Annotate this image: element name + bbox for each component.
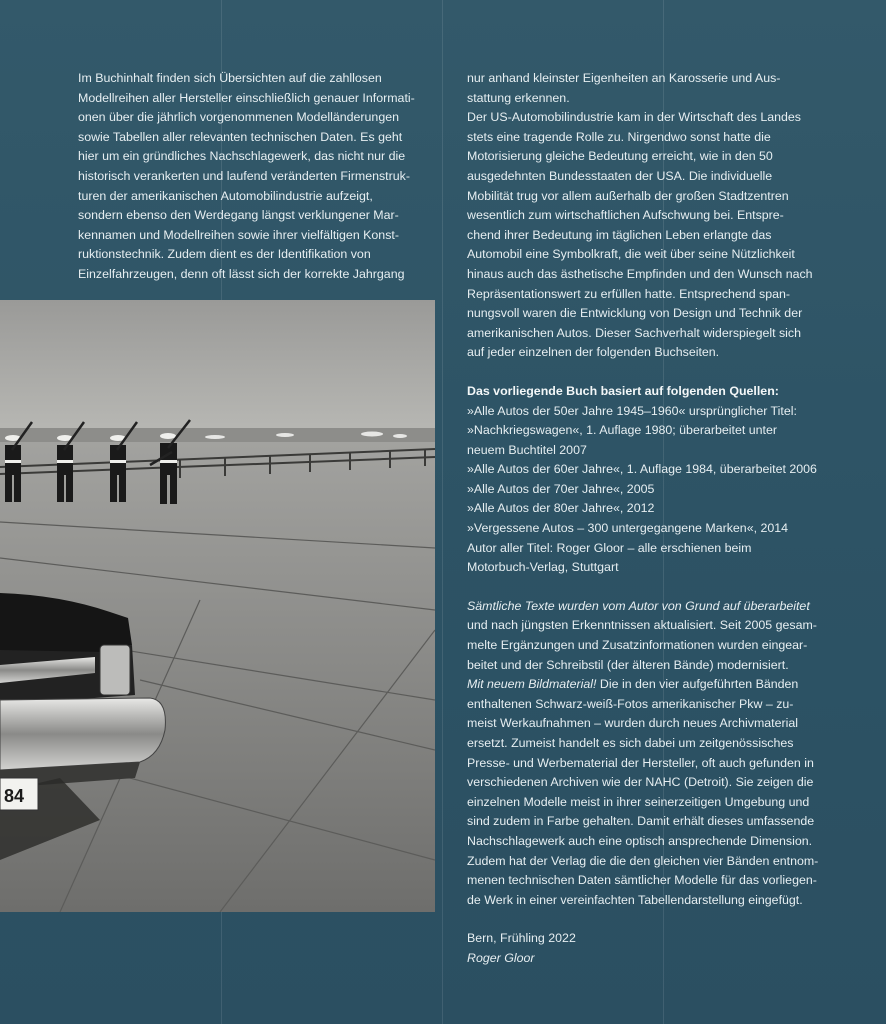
text-line: Presse- und Werbematerial der Hersteller, oft auch gefunden in: [467, 755, 814, 770]
text-line: hier um ein gründliches Nachschlagewerk, das nicht nur die: [78, 149, 406, 164]
text-line: amerikanischen Autos. Dieser Sachverhalt widerspiegelt sich: [467, 325, 802, 340]
text-line: turen der amerikanischen Automobilindustrie aufzeigt,: [78, 188, 373, 203]
text-line: Autor aller Titel: Roger Gloor – alle erschienen beim: [467, 540, 752, 555]
text-line: de Werk in einer vereinfachten Tabellendarstellung eingefügt.: [467, 892, 803, 907]
text-line: melte Ergänzungen und Zusatzinformationen wurden eingear-: [467, 638, 808, 653]
text-line: »Alle Autos der 70er Jahre«, 2005: [467, 481, 655, 496]
sources-heading: Das vorliegende Buch basiert auf folgenden Quellen:: [467, 383, 779, 398]
author-name: Roger Gloor: [467, 950, 535, 965]
right-text-column: [467, 69, 832, 969]
text-line: chend ihrer Bedeutung im täglichen Leben erlangte das: [467, 227, 772, 242]
image-note-italic: Mit neuem Bildmaterial!: [467, 677, 597, 692]
sources-section: [467, 382, 832, 578]
text-line: kennamen und Modellreihen sowie ihrer vielfältigen Konst-: [78, 227, 399, 242]
revision-paragraph: [467, 597, 832, 911]
plate-number: 84: [4, 786, 25, 806]
text-line: hinaus auch das ästhetische Empfinden und den Wunsch nach: [467, 266, 813, 281]
left-text-column: [78, 69, 430, 285]
text-line: Nachschlagewerk auch eine optisch ansprechende Dimension.: [467, 833, 813, 848]
text-line: »Alle Autos der 50er Jahre 1945–1960« ursprünglicher Titel:: [467, 403, 797, 418]
text-line: onen über die jährlich vorgenommenen Modelländerungen: [78, 110, 399, 125]
text-line: menen technischen Daten sämtlicher Modelle für das vorliegen-: [467, 873, 817, 888]
text-line: einzelnen Modelle meist in ihrer seinerzeitigen Umgebung und: [467, 794, 810, 809]
text-line: »Alle Autos der 60er Jahre«, 1. Auflage 1984, überarbeitet 2006: [467, 462, 817, 477]
text-line: sind zudem in Farbe gehalten. Damit erhält dieses umfassende: [467, 814, 815, 829]
text-line: ausgedehnten Bundesstaaten der USA. Die individuelle: [467, 168, 773, 183]
signature-block: [467, 929, 832, 968]
archive-photo: [0, 300, 435, 912]
text-line: ruktionstechnik. Zudem dient es der Identifikation von: [78, 247, 371, 262]
photo-scene: [0, 300, 435, 912]
license-plate: [0, 778, 38, 810]
text-line: Motorisierung gleiche Bedeutung erreicht, wie in den 50: [467, 149, 773, 164]
text-line: »Alle Autos der 80er Jahre«, 2012: [467, 501, 655, 516]
text-line: »Vergessene Autos – 300 untergegangene Marken«, 2014: [467, 521, 789, 536]
text-line: meist Werkaufnahmen – wurden durch neues Archivmaterial: [467, 716, 799, 731]
text-line: sondern ebenso den Werdegang längst verklungener Mar-: [78, 208, 399, 223]
text-line: Im Buchinhalt finden sich Übersichten auf die zahllosen: [78, 71, 382, 85]
text-line: Sämtliche Texte wurden vom Autor von Grund auf überarbeitet: [467, 598, 810, 613]
text-line: Repräsentationswert zu erfüllen hatte. Entsprechend span-: [467, 286, 791, 301]
image-note-rest: Die in den vier aufgeführten Bänden: [596, 677, 799, 692]
intro-paragraph: [467, 69, 832, 363]
text-line: verschiedenen Archiven wie der NAHC (Detroit). Sie zeigen die: [467, 775, 814, 790]
text-line: beitet und der Schreibstil (der älteren Bände) modernisiert.: [467, 657, 789, 672]
text-line: wesentlich zum wirtschaftlichen Aufschwung bei. Entspre-: [467, 208, 784, 223]
place-date: Bern, Frühling 2022: [467, 931, 576, 946]
text-line: und nach jüngsten Erkenntnissen aktualisiert. Seit 2005 gesam-: [467, 618, 817, 633]
text-line: stattung erkennen.: [467, 90, 570, 105]
text-line: »Nachkriegswagen«, 1. Auflage 1980; überarbeitet unter: [467, 423, 777, 438]
text-line: sowie Tabellen aller relevanten technischen Daten. Es geht: [78, 129, 403, 144]
text-line: Modellreihen aller Hersteller einschließlich genauer Informati-: [78, 90, 415, 105]
text-line: Zudem hat der Verlag die die den gleichen vier Bänden entnom-: [467, 853, 819, 868]
text-line: stets eine tragende Rolle zu. Nirgendwo sonst hatte die: [467, 129, 771, 144]
text-line: Einzelfahrzeugen, denn oft lässt sich der korrekte Jahrgang: [78, 266, 405, 281]
fold-line: [442, 0, 443, 1024]
text-line: neuem Buchtitel 2007: [467, 442, 587, 457]
sky: [0, 300, 435, 435]
text-line: nur anhand kleinster Eigenheiten an Karosserie und Aus-: [467, 71, 781, 85]
text-line: Mobilität trug vor allem außerhalb der großen Stadtzentren: [467, 188, 789, 203]
text-line: Automobil eine Symbolkraft, die weit über seine Nützlichkeit: [467, 247, 795, 262]
text-line: [467, 675, 832, 695]
text-line: Motorbuch-Verlag, Stuttgart: [467, 560, 619, 575]
text-line: historisch verankerten und laufend veränderten Firmenstruk-: [78, 168, 410, 183]
text-line: ersetzt. Zumeist handelt es sich dabei um zeitgenössisches: [467, 736, 794, 750]
text-line: nungsvoll waren die Entwicklung von Design und Technik der: [467, 306, 803, 321]
text-line: Der US-Automobilindustrie kam in der Wirtschaft des Landes: [467, 110, 801, 125]
text-line: auf jeder einzelnen der folgenden Buchseiten.: [467, 345, 720, 360]
text-line: enthaltenen Schwarz-weiß-Fotos amerikanischer Pkw – zu-: [467, 696, 794, 711]
